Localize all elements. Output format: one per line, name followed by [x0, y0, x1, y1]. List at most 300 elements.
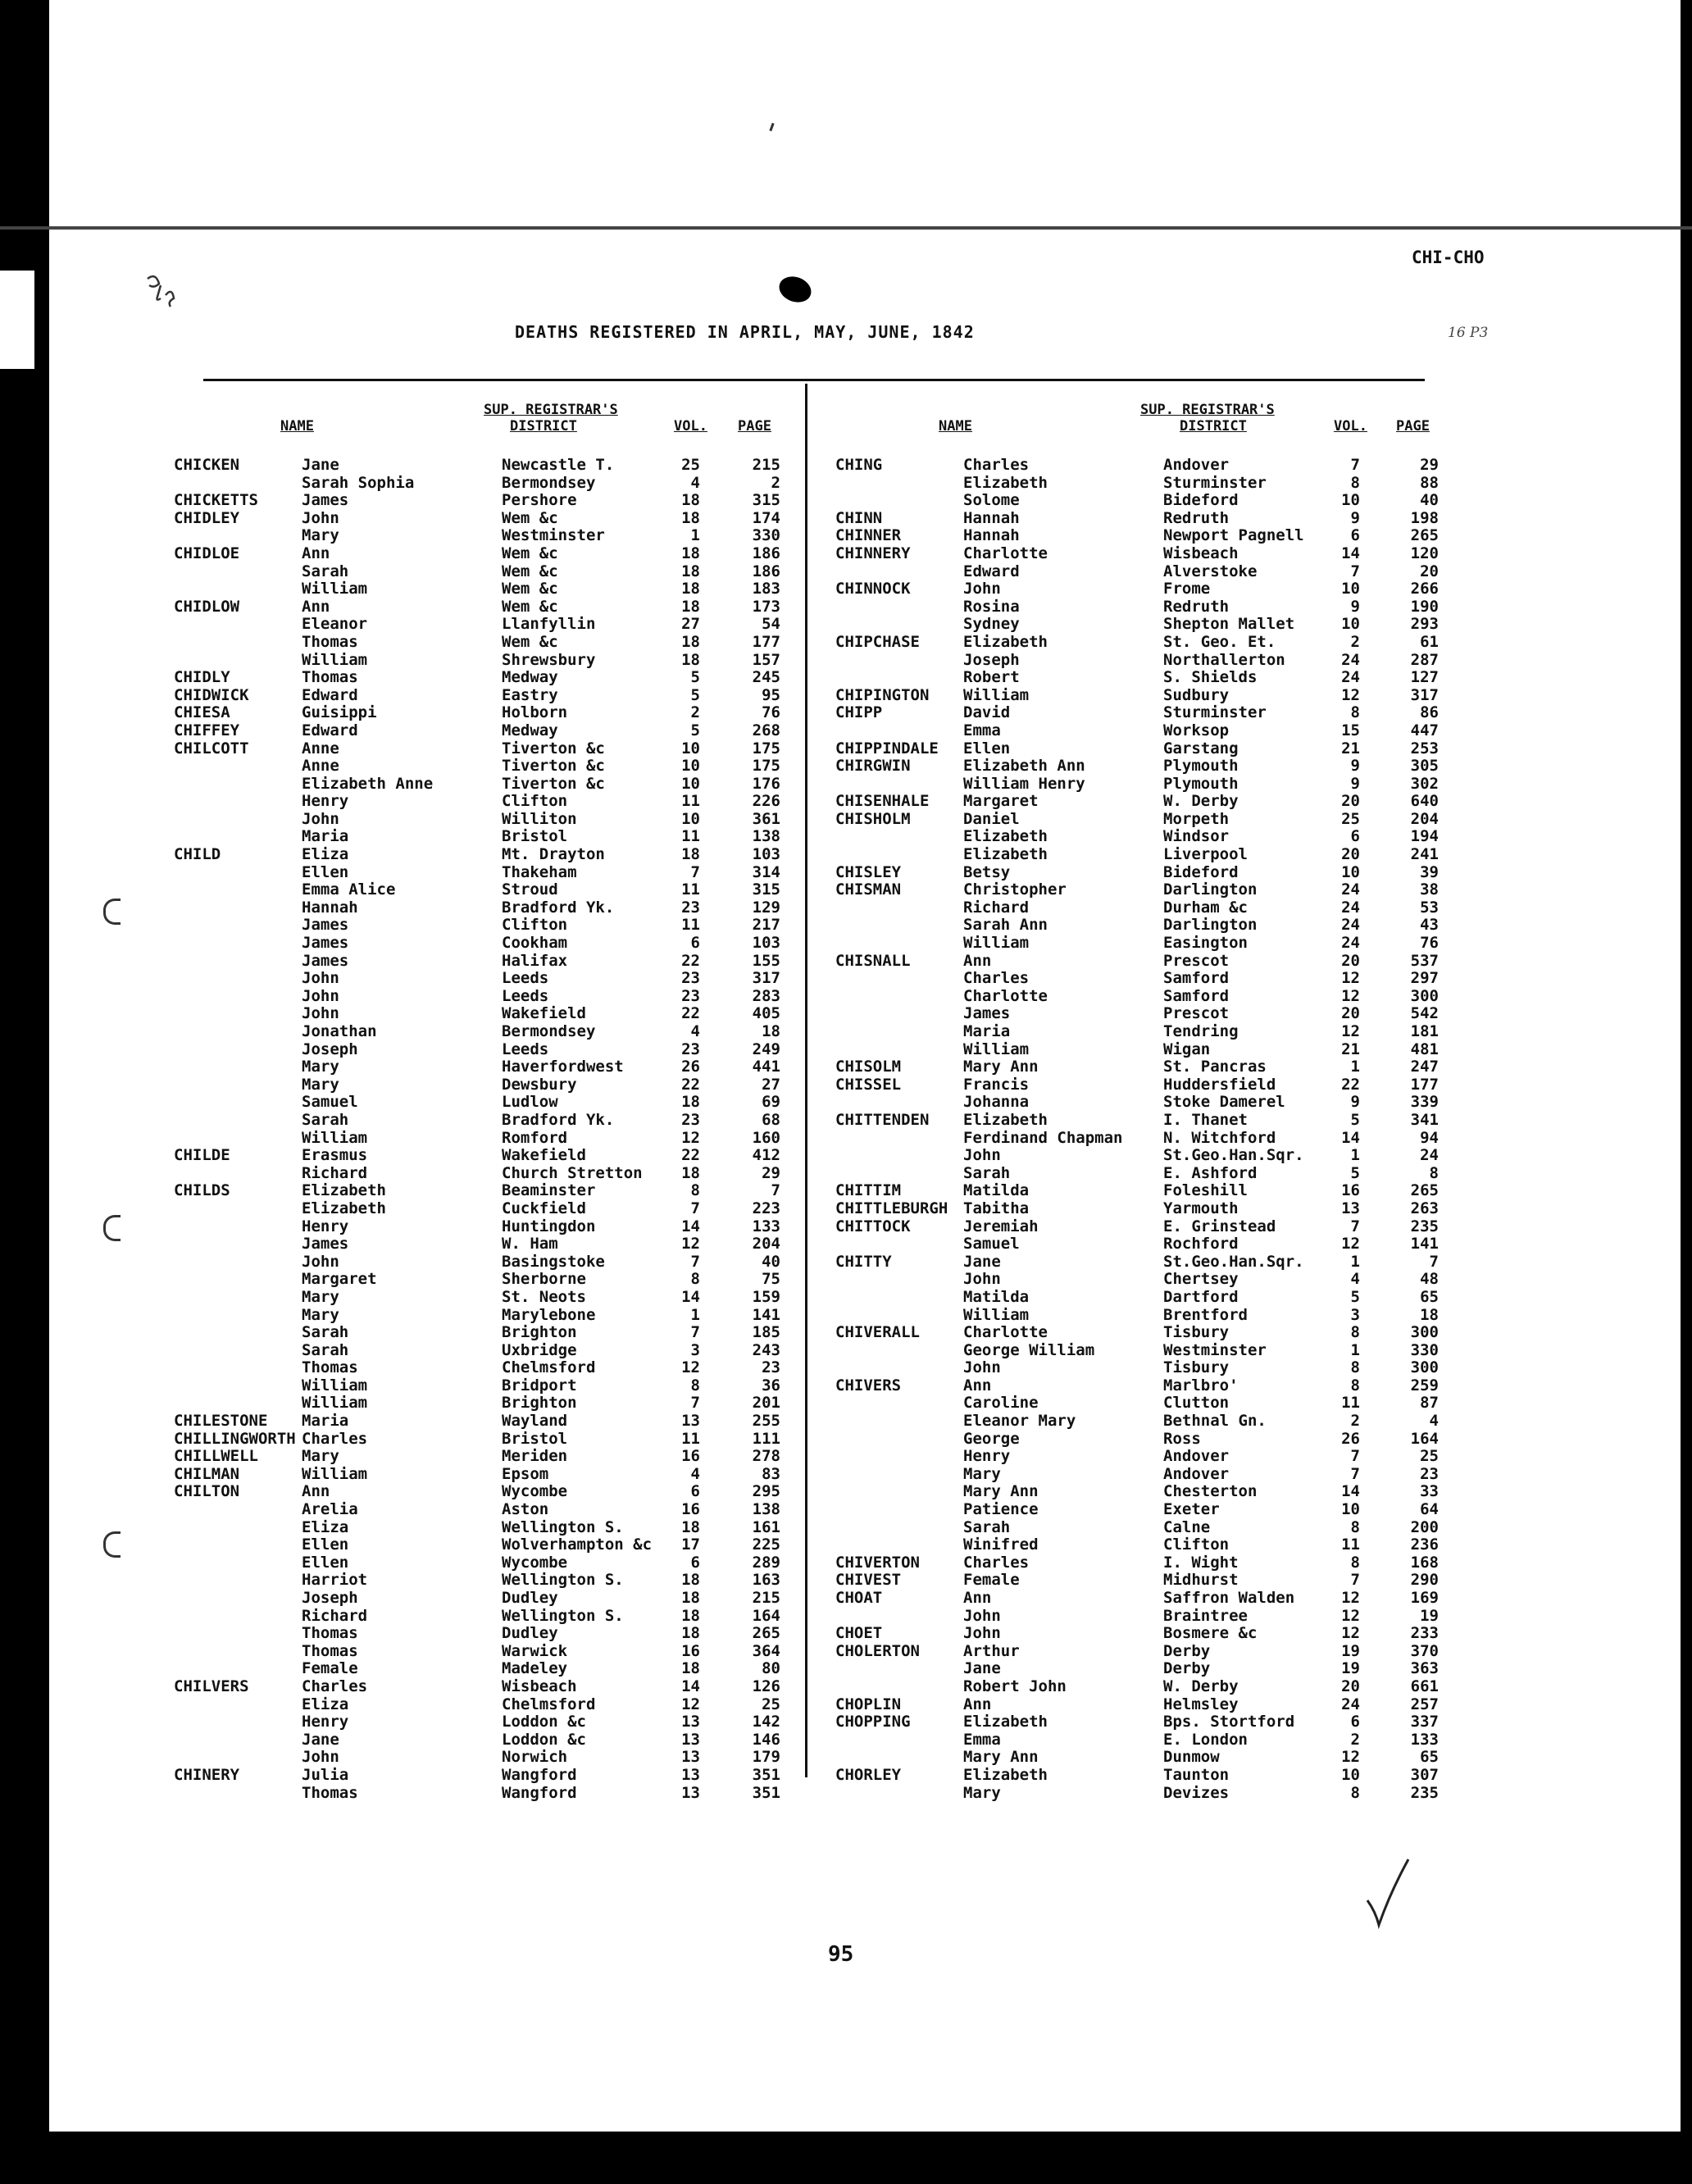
district-cell: Medway [502, 721, 558, 739]
table-row [174, 1624, 854, 1642]
vol-cell: 14 [1341, 1482, 1360, 1501]
table-row [835, 1731, 1516, 1749]
forename-cell: Jeremiah [963, 1217, 1039, 1235]
table-row [835, 1412, 1516, 1430]
vol-cell: 10 [1341, 862, 1360, 881]
district-cell: Darlington [1163, 916, 1258, 935]
district-cell: Pershore [502, 491, 577, 510]
forename-cell: Sarah [302, 1323, 349, 1342]
vol-cell: 23 [681, 986, 700, 1005]
district-cell: Wigan [1163, 1040, 1211, 1058]
vol-cell: 12 [1341, 1606, 1360, 1625]
table-row [835, 615, 1516, 633]
district-cell: Bradford Yk. [502, 1110, 615, 1129]
district-cell: Midhurst [1163, 1571, 1239, 1590]
vol-cell: 6 [690, 934, 700, 953]
vol-cell: 14 [1341, 1128, 1360, 1147]
district-cell: Loddon &c [502, 1730, 586, 1749]
district-cell: Romford [502, 1128, 568, 1147]
table-row [174, 1181, 854, 1199]
page-cell: 87 [1420, 1394, 1439, 1413]
table-row [835, 1288, 1516, 1306]
surname-cell: CHITTY [835, 1252, 892, 1271]
surname-cell: CHILD [174, 845, 221, 864]
forename-cell: George [963, 1429, 1020, 1448]
page-cell: 29 [1420, 456, 1439, 474]
district-cell: Windsor [1163, 827, 1230, 846]
surname-cell: CHIPPINDALE [835, 739, 939, 758]
table-row [835, 1784, 1516, 1802]
table-row [174, 775, 854, 793]
table-row [174, 739, 854, 758]
vol-cell: 13 [681, 1765, 700, 1784]
district-cell: Leeds [502, 986, 549, 1005]
page-cell: 233 [1410, 1624, 1439, 1643]
vol-cell: 1 [1350, 1146, 1360, 1165]
surname-cell: CHIDLOE [174, 544, 240, 562]
district-cell: Prescot [1163, 951, 1230, 970]
forename-cell: James [302, 934, 349, 953]
forename-cell: Mary [302, 526, 339, 545]
district-cell: N. Witchford [1163, 1128, 1276, 1147]
vol-cell: 5 [690, 721, 700, 739]
surname-cell: CHINNER [835, 526, 902, 545]
page-cell: 370 [1410, 1641, 1439, 1660]
page-header: PAGE [738, 418, 771, 435]
table-row [174, 810, 854, 828]
forename-cell: Mary Ann [963, 1748, 1039, 1767]
forename-cell: Anne [302, 739, 339, 758]
vol-cell: 22 [681, 951, 700, 970]
table-row [835, 775, 1516, 793]
page-cell: 278 [752, 1447, 780, 1466]
page-cell: 295 [752, 1482, 780, 1501]
table-row [835, 1093, 1516, 1111]
forename-cell: Charles [963, 456, 1030, 474]
table-row [174, 1253, 854, 1271]
page-cell: 7 [1429, 1252, 1439, 1271]
district-cell: Westminster [1163, 1340, 1267, 1359]
surname-cell: CHIPCHASE [835, 632, 920, 651]
page-cell: 75 [762, 1270, 780, 1289]
table-row [835, 969, 1516, 987]
forename-cell: Jane [302, 1730, 339, 1749]
page-cell: 111 [752, 1429, 780, 1448]
page-cell: 177 [1410, 1075, 1439, 1094]
vol-cell: 8 [1350, 1517, 1360, 1536]
margin-strip [0, 271, 34, 369]
vol-cell: 8 [690, 1270, 700, 1289]
district-cell: Frome [1163, 580, 1211, 598]
vol-cell: 12 [1341, 1022, 1360, 1040]
table-row [835, 863, 1516, 881]
forename-cell: John [302, 809, 339, 828]
forename-cell: Thomas [302, 668, 358, 687]
table-row [835, 562, 1516, 580]
surname-cell: CHISLEY [835, 862, 902, 881]
table-row [174, 845, 854, 863]
forename-cell: John [302, 1252, 339, 1271]
table-row [835, 1306, 1516, 1324]
district-cell: E. Ashford [1163, 1163, 1258, 1182]
vol-cell: 19 [1341, 1641, 1360, 1660]
vol-cell: 14 [1341, 544, 1360, 562]
page-cell: 268 [752, 721, 780, 739]
district-cell: I. Wight [1163, 1553, 1239, 1572]
vol-cell: 26 [681, 1058, 700, 1076]
table-row [174, 1306, 854, 1324]
table-row [174, 1058, 854, 1076]
table-row [835, 810, 1516, 828]
forename-cell: Elizabeth [963, 632, 1048, 651]
vol-cell: 24 [1341, 898, 1360, 917]
page-cell: 247 [1410, 1058, 1439, 1076]
district-cell: Bridport [502, 1376, 577, 1395]
vol-cell: 18 [681, 1163, 700, 1182]
forename-cell: Caroline [963, 1394, 1039, 1413]
forename-cell: Mary [302, 1305, 339, 1324]
page-cell: 640 [1410, 792, 1439, 811]
table-row [174, 1288, 854, 1306]
forename-cell: Emma [963, 1730, 1001, 1749]
district-cell: Wem &c [502, 508, 558, 527]
district-cell: Taunton [1163, 1765, 1230, 1784]
district-cell: Wellington S. [502, 1571, 624, 1590]
page-cell: 175 [752, 757, 780, 776]
forename-cell: Julia [302, 1765, 349, 1784]
forename-cell: Sarah [302, 1340, 349, 1359]
table-row [835, 1004, 1516, 1022]
vol-cell: 10 [1341, 580, 1360, 598]
table-row [835, 1482, 1516, 1500]
page-cell: 4 [1429, 1412, 1439, 1431]
forename-cell: Sarah [302, 1110, 349, 1129]
page-cell: 23 [762, 1358, 780, 1377]
district-cell: E. London [1163, 1730, 1248, 1749]
page-cell: 204 [1410, 809, 1439, 828]
page-cell: 337 [1410, 1713, 1439, 1731]
forename-cell: Edward [302, 685, 358, 704]
district-cell: Chesterton [1163, 1482, 1258, 1501]
page-cell: 315 [752, 880, 780, 899]
table-row [174, 1571, 854, 1589]
forename-cell: James [302, 951, 349, 970]
vol-cell: 8 [1350, 1358, 1360, 1377]
forename-cell: John [963, 1358, 1001, 1377]
table-row [174, 651, 854, 669]
district-cell: Derby [1163, 1641, 1211, 1660]
page-cell: 255 [752, 1412, 780, 1431]
page-cell: 155 [752, 951, 780, 970]
forename-cell: Mary [302, 1058, 339, 1076]
page-cell: 7 [771, 1181, 780, 1200]
forename-cell: Sarah Ann [963, 916, 1048, 935]
vol-cell: 6 [1350, 1713, 1360, 1731]
page-cell: 265 [1410, 1181, 1439, 1200]
surname-cell: CHILDE [174, 1146, 230, 1165]
district-cell: Samford [1163, 969, 1230, 988]
forename-cell: Charlotte [963, 1323, 1048, 1342]
vol-cell: 18 [681, 1589, 700, 1607]
district-cell: Easington [1163, 934, 1248, 953]
table-row [174, 1589, 854, 1607]
vol-cell: 2 [1350, 632, 1360, 651]
table-row [835, 1500, 1516, 1518]
district-cell: Dewsbury [502, 1075, 577, 1094]
district-cell: Derby [1163, 1659, 1211, 1678]
table-row [835, 1235, 1516, 1253]
page-cell: 141 [1410, 1235, 1439, 1254]
district-header-line1: SUP. REGISTRAR'S [484, 402, 618, 418]
district-cell: Liverpool [1163, 845, 1248, 864]
forename-cell: Jane [302, 456, 339, 474]
forename-cell: Maria [302, 1412, 349, 1431]
surname-cell: CHOLERTON [835, 1641, 920, 1660]
surname-cell: CHINNOCK [835, 580, 911, 598]
district-cell: Tiverton &c [502, 774, 605, 793]
table-row [835, 792, 1516, 810]
page-cell: 283 [752, 986, 780, 1005]
district-cell: Thakeham [502, 862, 577, 881]
table-row [835, 1571, 1516, 1589]
page-cell: 300 [1410, 1323, 1439, 1342]
district-cell: Eastry [502, 685, 558, 704]
surname-cell: CHISENHALE [835, 792, 930, 811]
surname-cell: CHING [835, 456, 883, 474]
vol-cell: 20 [1341, 845, 1360, 864]
forename-cell: William [302, 1394, 368, 1413]
forename-cell: Elizabeth [963, 473, 1048, 492]
page-cell: 341 [1410, 1110, 1439, 1129]
vol-cell: 12 [1341, 1748, 1360, 1767]
forename-cell: Emma Alice [302, 880, 396, 899]
page-separator [0, 226, 1692, 230]
forename-cell: William [302, 580, 368, 598]
forename-cell: Erasmus [302, 1146, 368, 1165]
handwritten-mark-icon [141, 271, 198, 320]
vol-cell: 16 [681, 1641, 700, 1660]
vol-cell: 4 [690, 1464, 700, 1483]
page-cell: 39 [1420, 862, 1439, 881]
page-cell: 257 [1410, 1695, 1439, 1713]
table-row [174, 1004, 854, 1022]
vol-cell: 11 [681, 1429, 700, 1448]
surname-cell: CHOAT [835, 1589, 883, 1607]
page-cell: 300 [1410, 986, 1439, 1005]
vol-cell: 3 [1350, 1305, 1360, 1324]
vol-cell: 20 [1341, 1677, 1360, 1695]
surname-cell: CHITTIM [835, 1181, 902, 1200]
district-cell: Prescot [1163, 1004, 1230, 1023]
forename-cell: William [963, 1040, 1030, 1058]
forename-cell: Joseph [963, 650, 1020, 669]
vol-cell: 9 [1350, 1093, 1360, 1112]
district-cell: Aston [502, 1500, 549, 1519]
district-cell: Tiverton &c [502, 739, 605, 758]
district-cell: Wisbeach [1163, 544, 1239, 562]
vol-cell: 2 [1350, 1730, 1360, 1749]
forename-cell: Mary [302, 1287, 339, 1306]
forename-cell: Hannah [302, 898, 358, 917]
vol-cell: 5 [1350, 1163, 1360, 1182]
surname-cell: CHIRGWIN [835, 757, 911, 776]
district-cell: Beaminster [502, 1181, 596, 1200]
vol-header: VOL. [674, 418, 707, 435]
page-cell: 95 [762, 685, 780, 704]
page-cell: 204 [752, 1235, 780, 1254]
table-row [174, 757, 854, 775]
forename-cell: Ann [963, 1376, 992, 1395]
forename-cell: Henry [302, 1217, 349, 1235]
table-row [174, 1412, 854, 1430]
page-cell: 412 [752, 1146, 780, 1165]
vol-cell: 8 [690, 1181, 700, 1200]
district-cell: Northallerton [1163, 650, 1285, 669]
district-cell: Meriden [502, 1447, 568, 1466]
table-row [835, 1358, 1516, 1376]
table-row [835, 1624, 1516, 1642]
vol-cell: 4 [690, 473, 700, 492]
forename-cell: James [302, 491, 349, 510]
table-row [835, 474, 1516, 492]
page-cell: 361 [752, 809, 780, 828]
district-cell: Leeds [502, 969, 549, 988]
page-cell: 68 [762, 1110, 780, 1129]
table-row [174, 969, 854, 987]
table-row [174, 1482, 854, 1500]
district-cell: Dartford [1163, 1287, 1239, 1306]
district-cell: Bideford [1163, 491, 1239, 510]
handwritten-note: 16 P3 [1448, 325, 1489, 341]
table-row [835, 1058, 1516, 1076]
table-row [835, 1022, 1516, 1040]
table-row [835, 1465, 1516, 1483]
district-cell: Clifton [502, 916, 568, 935]
forename-cell: John [302, 1004, 339, 1023]
vol-cell: 6 [690, 1553, 700, 1572]
forename-cell: Elizabeth [963, 1110, 1048, 1129]
district-cell: Sudbury [1163, 685, 1230, 704]
table-row [174, 952, 854, 970]
surname-cell: CHILESTONE [174, 1412, 268, 1431]
forename-cell: Elizabeth [963, 1713, 1048, 1731]
vol-cell: 14 [681, 1287, 700, 1306]
vol-cell: 14 [681, 1217, 700, 1235]
district-cell: Redruth [1163, 597, 1230, 616]
district-cell: Norwich [502, 1748, 568, 1767]
table-row [174, 526, 854, 544]
surname-cell: CHOPPING [835, 1713, 911, 1731]
vol-cell: 24 [1341, 668, 1360, 687]
page-cell: 194 [1410, 827, 1439, 846]
table-row [174, 544, 854, 562]
district-cell: Andover [1163, 1447, 1230, 1466]
forename-cell: John [963, 580, 1001, 598]
table-row [174, 1376, 854, 1395]
vol-cell: 16 [681, 1500, 700, 1519]
forename-cell: Elizabeth Anne [302, 774, 434, 793]
page-cell: 36 [762, 1376, 780, 1395]
district-cell: Morpeth [1163, 809, 1230, 828]
table-row [174, 1394, 854, 1412]
page-cell: 157 [752, 650, 780, 669]
surname-cell: CHILTON [174, 1482, 240, 1501]
district-cell: Llanfyllin [502, 615, 596, 634]
table-row [835, 544, 1516, 562]
punch-hole [103, 1531, 121, 1558]
forename-cell: Ann [963, 1589, 992, 1607]
forename-cell: Mary [963, 1464, 1001, 1483]
forename-cell: Sarah [302, 562, 349, 580]
table-row [835, 668, 1516, 686]
surname-cell: CHIVERALL [835, 1323, 920, 1342]
surname-cell: CHISNALL [835, 951, 911, 970]
district-cell: Stroud [502, 880, 558, 899]
district-cell: Warwick [502, 1641, 568, 1660]
page-cell: 217 [752, 916, 780, 935]
district-cell: Sturminster [1163, 703, 1267, 722]
district-cell: Andover [1163, 456, 1230, 474]
vol-cell: 8 [1350, 1783, 1360, 1802]
table-row [835, 1695, 1516, 1713]
vol-cell: 10 [681, 809, 700, 828]
vol-cell: 3 [690, 1340, 700, 1359]
table-row [835, 598, 1516, 616]
table-row [174, 1217, 854, 1235]
vol-cell: 23 [681, 898, 700, 917]
forename-cell: Ann [963, 1695, 992, 1713]
page-cell: 164 [1410, 1429, 1439, 1448]
district-cell: St. Neots [502, 1287, 586, 1306]
forename-cell: Elizabeth [302, 1199, 386, 1217]
forename-cell: John [963, 1624, 1001, 1643]
page-cell: 241 [1410, 845, 1439, 864]
surname-cell: CHINNERY [835, 544, 911, 562]
page-cell: 76 [762, 703, 780, 722]
vol-cell: 2 [690, 703, 700, 722]
forename-cell: Betsy [963, 862, 1011, 881]
surname-cell: CHISSEL [835, 1075, 902, 1094]
table-row [174, 509, 854, 527]
page-cell: 293 [1410, 615, 1439, 634]
forename-cell: William [963, 685, 1030, 704]
table-row [835, 1217, 1516, 1235]
surname-cell: CHIFFEY [174, 721, 240, 739]
district-cell: Marlbro' [1163, 1376, 1239, 1395]
table-row [835, 1748, 1516, 1766]
vol-cell: 18 [681, 491, 700, 510]
page-cell: 168 [1410, 1553, 1439, 1572]
table-row [174, 1323, 854, 1341]
vol-cell: 13 [681, 1730, 700, 1749]
table-row [835, 934, 1516, 952]
vol-cell: 6 [1350, 827, 1360, 846]
table-row [835, 686, 1516, 704]
vol-cell: 22 [681, 1075, 700, 1094]
district-cell: Tendring [1163, 1022, 1239, 1040]
district-cell: Wem &c [502, 632, 558, 651]
district-cell: Westminster [502, 526, 605, 545]
forename-cell: Henry [963, 1447, 1011, 1466]
page-cell: 447 [1410, 721, 1439, 739]
forename-cell: John [302, 986, 339, 1005]
page-cell: 289 [752, 1553, 780, 1572]
district-cell: St.Geo.Han.Sqr. [1163, 1146, 1304, 1165]
vol-cell: 6 [1350, 526, 1360, 545]
district-cell: Williton [502, 809, 577, 828]
vol-cell: 15 [1341, 721, 1360, 739]
page-cell: 8 [1429, 1163, 1439, 1182]
